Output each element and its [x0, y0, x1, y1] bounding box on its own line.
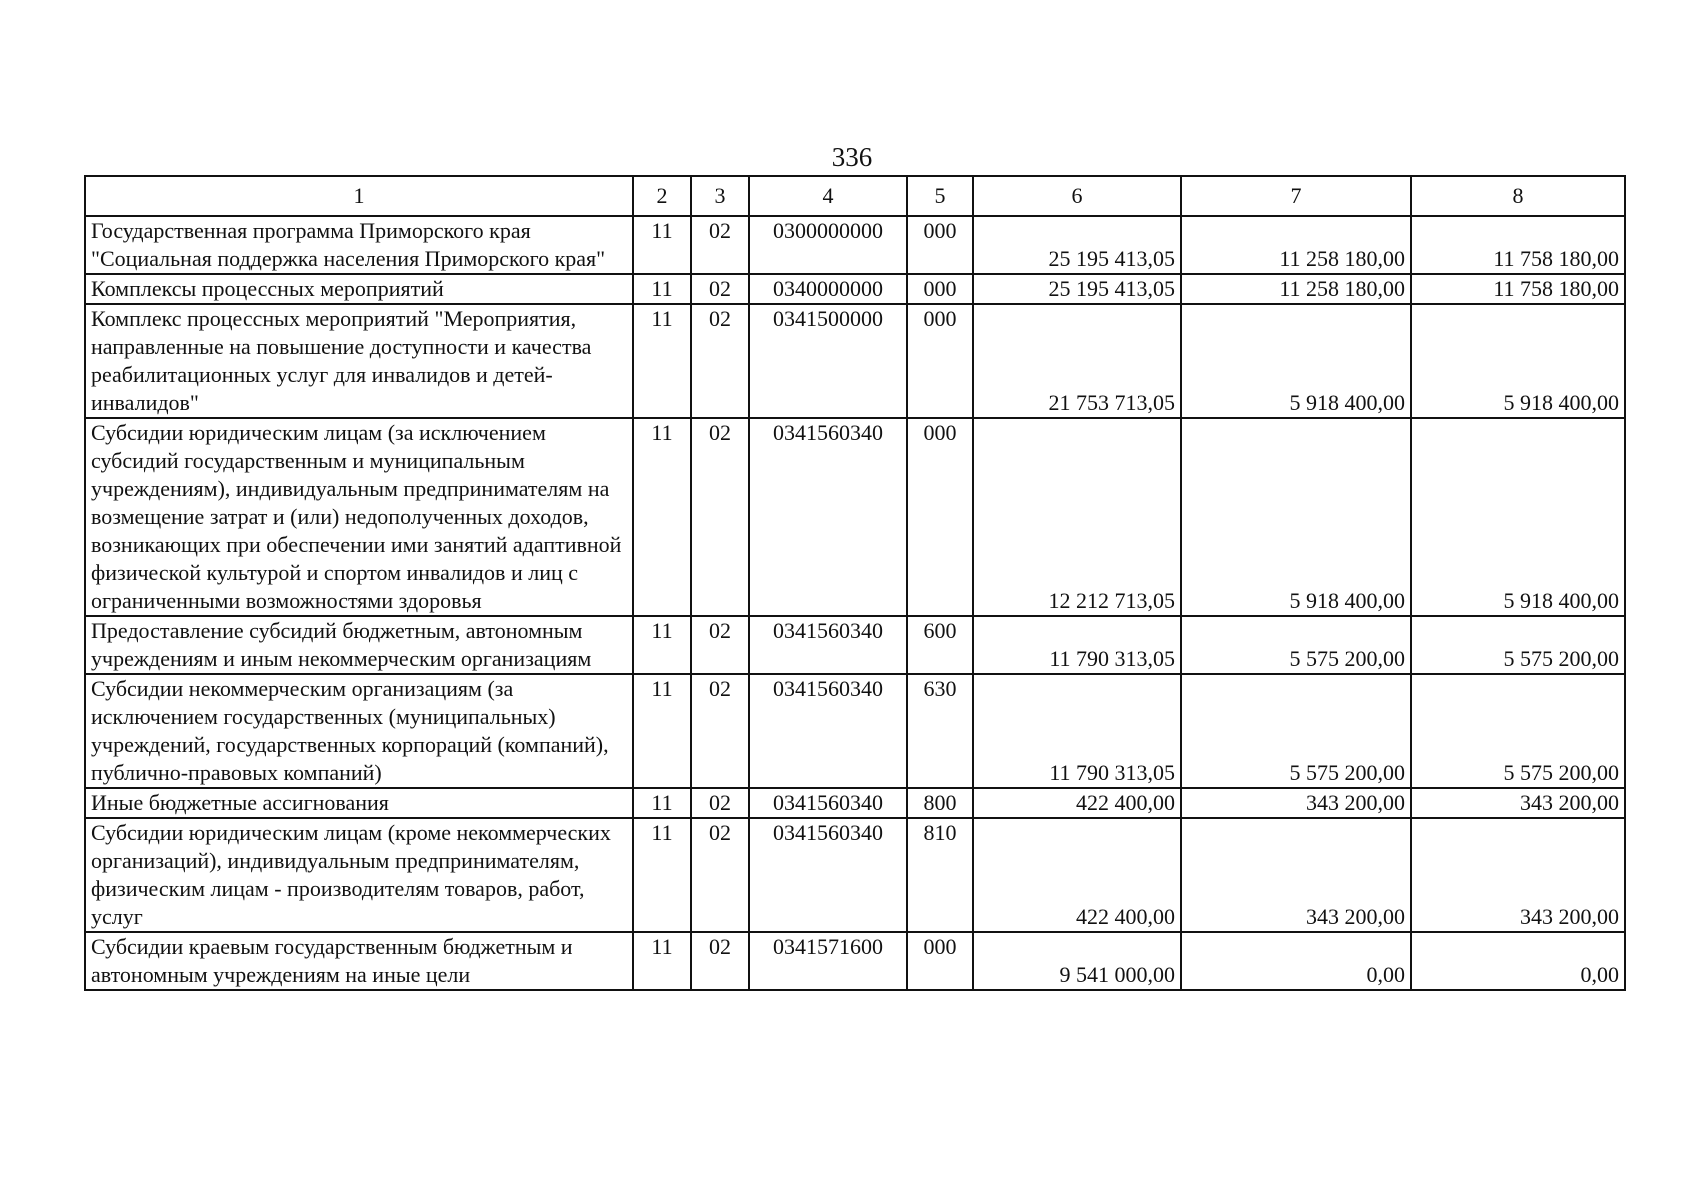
row-section: 11 [633, 216, 691, 274]
row-amount-3: 343 200,00 [1411, 818, 1625, 932]
row-name: Комплексы процессных мероприятий [85, 274, 633, 304]
row-subsection: 02 [691, 216, 749, 274]
row-amount-2: 5 918 400,00 [1181, 304, 1411, 418]
table-row [85, 932, 1625, 990]
row-amount-2: 11 258 180,00 [1181, 274, 1411, 304]
table-row [85, 788, 1625, 818]
row-amount-3: 5 575 200,00 [1411, 616, 1625, 674]
table-row [85, 674, 1625, 788]
table-body [85, 216, 1625, 990]
page-number: 336 [831, 142, 873, 172]
row-name: Субсидии краевым государственным бюджетным и автономным учреждениям на иные цели [85, 932, 633, 990]
column-header-expense-type: 5 [907, 176, 973, 216]
column-header-amount-3: 8 [1411, 176, 1625, 216]
row-amount-1: 25 195 413,05 [973, 274, 1181, 304]
column-header-section: 2 [633, 176, 691, 216]
row-amount-3: 343 200,00 [1411, 788, 1625, 818]
table-row [85, 818, 1625, 932]
row-section: 11 [633, 674, 691, 788]
row-name: Государственная программа Приморского края "Социальная поддержка населения Приморского края" [85, 216, 633, 274]
row-expense-type: 600 [907, 616, 973, 674]
row-name: Предоставление субсидий бюджетным, автономным учреждениям и иным некоммерческим организациям [85, 616, 633, 674]
row-subsection: 02 [691, 674, 749, 788]
row-section: 11 [633, 274, 691, 304]
row-target: 0341560340 [749, 674, 907, 788]
row-subsection: 02 [691, 818, 749, 932]
header-row [85, 176, 1625, 216]
row-amount-3: 5 918 400,00 [1411, 418, 1625, 616]
row-target: 0300000000 [749, 216, 907, 274]
table-row [85, 418, 1625, 616]
row-target: 0341500000 [749, 304, 907, 418]
row-amount-2: 11 258 180,00 [1181, 216, 1411, 274]
row-name: Субсидии некоммерческим организациям (за исключением государственных (муниципальных) учреждений, государственных корпораций (компаний), публично-правовых компаний) [85, 674, 633, 788]
column-header-amount-2: 7 [1181, 176, 1411, 216]
row-amount-2: 0,00 [1181, 932, 1411, 990]
row-amount-2: 343 200,00 [1181, 818, 1411, 932]
row-subsection: 02 [691, 932, 749, 990]
row-amount-2: 5 575 200,00 [1181, 674, 1411, 788]
row-subsection: 02 [691, 616, 749, 674]
row-expense-type: 000 [907, 418, 973, 616]
row-amount-3: 5 918 400,00 [1411, 304, 1625, 418]
row-target: 0341560340 [749, 616, 907, 674]
column-header-subsection: 3 [691, 176, 749, 216]
row-amount-3: 5 575 200,00 [1411, 674, 1625, 788]
row-subsection: 02 [691, 274, 749, 304]
row-section: 11 [633, 418, 691, 616]
row-amount-1: 11 790 313,05 [973, 616, 1181, 674]
row-subsection: 02 [691, 788, 749, 818]
row-subsection: 02 [691, 418, 749, 616]
row-amount-3: 11 758 180,00 [1411, 274, 1625, 304]
table-row [85, 216, 1625, 274]
row-amount-2: 5 575 200,00 [1181, 616, 1411, 674]
row-name: Иные бюджетные ассигнования [85, 788, 633, 818]
row-amount-1: 422 400,00 [973, 818, 1181, 932]
row-expense-type: 000 [907, 216, 973, 274]
row-name: Субсидии юридическим лицам (за исключением субсидий государственным и муниципальным учреждениям), индивидуальным предпринимателям на возмещение затрат и (или) недополученных доходов, возникающих при обеспечении ими занятий адаптивной физической культурой и спортом инвалидов и лиц с ограниченными возможностями здоровья [85, 418, 633, 616]
row-section: 11 [633, 932, 691, 990]
column-header-name: 1 [85, 176, 633, 216]
budget-table [84, 175, 1626, 991]
column-header-target: 4 [749, 176, 907, 216]
table-row [85, 304, 1625, 418]
row-section: 11 [633, 788, 691, 818]
row-expense-type: 810 [907, 818, 973, 932]
row-amount-2: 5 918 400,00 [1181, 418, 1411, 616]
row-amount-1: 12 212 713,05 [973, 418, 1181, 616]
row-amount-3: 0,00 [1411, 932, 1625, 990]
row-expense-type: 000 [907, 932, 973, 990]
row-section: 11 [633, 818, 691, 932]
row-section: 11 [633, 616, 691, 674]
column-header-amount-1: 6 [973, 176, 1181, 216]
table-row [85, 274, 1625, 304]
row-expense-type: 000 [907, 304, 973, 418]
row-name: Комплекс процессных мероприятий "Мероприятия, направленные на повышение доступности и качества реабилитационных услуг для инвалидов и детей-инвалидов" [85, 304, 633, 418]
row-expense-type: 000 [907, 274, 973, 304]
row-target: 0340000000 [749, 274, 907, 304]
table-row [85, 616, 1625, 674]
row-amount-1: 9 541 000,00 [973, 932, 1181, 990]
row-subsection: 02 [691, 304, 749, 418]
row-name: Субсидии юридическим лицам (кроме некоммерческих организаций), индивидуальным предпринимателям, физическим лицам - производителям товаров, работ, услуг [85, 818, 633, 932]
row-target: 0341571600 [749, 932, 907, 990]
row-expense-type: 630 [907, 674, 973, 788]
row-amount-1: 422 400,00 [973, 788, 1181, 818]
row-amount-1: 11 790 313,05 [973, 674, 1181, 788]
row-amount-1: 25 195 413,05 [973, 216, 1181, 274]
row-section: 11 [633, 304, 691, 418]
row-target: 0341560340 [749, 788, 907, 818]
row-amount-1: 21 753 713,05 [973, 304, 1181, 418]
row-expense-type: 800 [907, 788, 973, 818]
row-amount-2: 343 200,00 [1181, 788, 1411, 818]
table-header [85, 176, 1625, 216]
row-amount-3: 11 758 180,00 [1411, 216, 1625, 274]
row-target: 0341560340 [749, 818, 907, 932]
row-target: 0341560340 [749, 418, 907, 616]
